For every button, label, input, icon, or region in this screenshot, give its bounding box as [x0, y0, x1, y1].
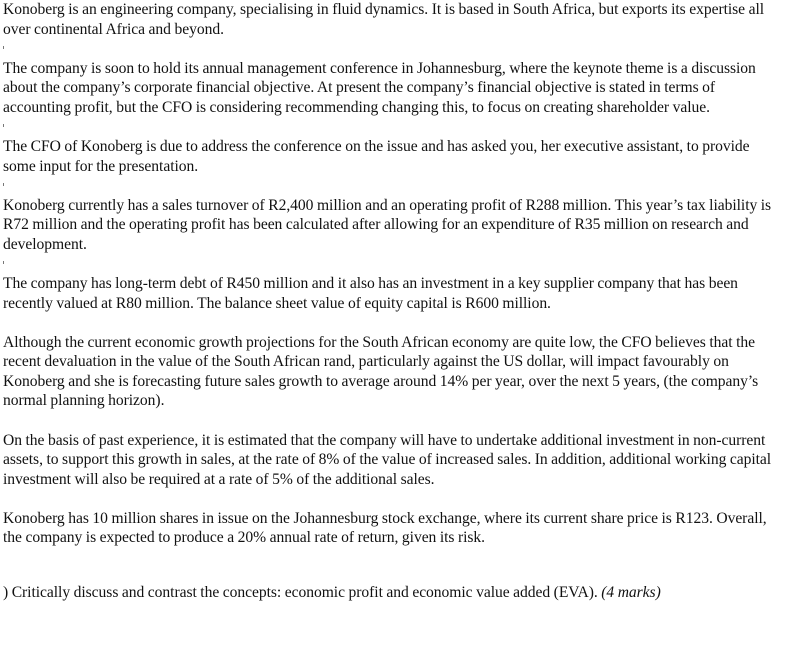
paragraph-marker	[3, 176, 783, 196]
paragraph-conference: The company is soon to hold its annual management conference in Johannesburg, where the keynote theme is a discussion about the company’s corporate financial objective. At present the company’s financial objective is stated in terms of accounting profit, but the CFO is considering recommending changing this, to focus on creating shareholder value.	[3, 59, 756, 116]
paragraph-marker	[3, 39, 783, 59]
paragraph-cfo-request: The CFO of Konoberg is due to address the conference on the issue and has asked you, her executive assistant, to provide some input for the presentation.	[3, 137, 750, 175]
question-text: ) Critically discuss and contrast the concepts: economic profit and economic value added (EVA).	[3, 583, 602, 601]
paragraph-company-intro: Konoberg is an engineering company, specialising in fluid dynamics. It is based in South Africa, but exports its expertise all over continental Africa and beyond.	[3, 1, 765, 38]
paragraph-marker	[3, 254, 783, 274]
question-marks: (4 marks)	[601, 583, 661, 601]
paragraph-growth-forecast: Although the current economic growth projections for the South African economy are quite low, the CFO believes that the recent devaluation in the value of the South African rand, particularly against the US dollar, will impact favourably on Konoberg and she is forecasting future sales growth to average around 14% per year, over the next 5 years, (the company’s normal planning horizon).	[3, 333, 759, 410]
question-line	[3, 583, 783, 603]
paragraph-debt-equity: The company has long-term debt of R450 million and it also has an investment in a key supplier company that has been recently valued at R80 million. The balance sheet value of equity capital is R600 million.	[3, 274, 738, 312]
paragraph-marker	[3, 117, 783, 137]
paragraph-sales-profit: Konoberg currently has a sales turnover of R2,400 million and an operating profit of R288 million. This year’s tax liability is R72 million and the operating profit has been calculated after allowing for an expenditure of R35 million on research and development.	[3, 196, 772, 253]
paragraph-investment-needs: On the basis of past experience, it is estimated that the company will have to undertake additional investment in non-current assets, to support this growth in sales, at the rate of 8% of the value of increased sales. In addition, additional working capital investment will also be required at a rate of 5% of the additional sales.	[3, 431, 772, 488]
paragraph-shares: Konoberg has 10 million shares in issue on the Johannesburg stock exchange, where its current share price is R123. Overall, the company is expected to produce a 20% annual rate of return, given its risk.	[3, 509, 767, 547]
document-body	[3, 0, 783, 603]
